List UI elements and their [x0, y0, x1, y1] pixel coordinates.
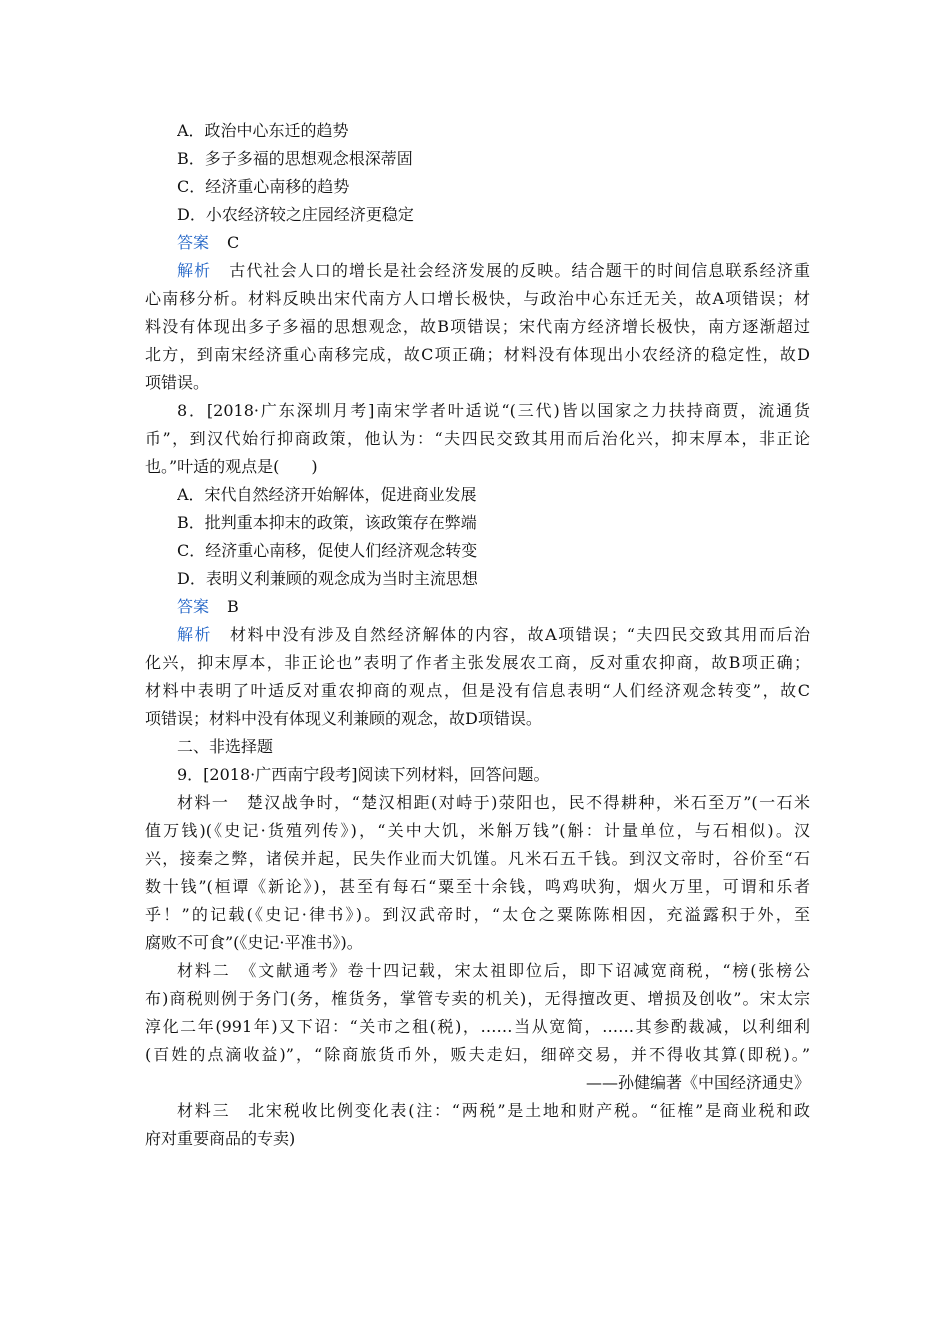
q7-option-d: D．小农经济较之庄园经济更稳定 [177, 205, 414, 224]
q7-analysis-line: 北方，到南宋经济重心南移完成，故C项正确；材料没有体现出小农经济的稳定性，故D [145, 345, 810, 364]
q8-option-c: C．经济重心南移，促使人们经济观念转变 [177, 541, 478, 560]
q9-material2-line: (百姓的点滴收益)”，“除商旅货币外，贩夫走妇，细碎交易，并不得收其算(即税)。” [145, 1045, 810, 1064]
q9-material3-line: 府对重要商品的专卖) [145, 1129, 296, 1148]
q9-material1-line: 乎！”的记载(《史记·律书》)。到汉武帝时，“太仓之粟陈陈相因，充溢露积于外，至 [145, 905, 810, 924]
q9-material2-source: ——孙健编著《中国经济通史》 [585, 1073, 810, 1092]
q8-option-d: D．表明义利兼顾的观念成为当时主流思想 [177, 569, 478, 588]
q8-analysis-line: 项错误；材料中没有体现义利兼顾的观念，故D项错误。 [145, 709, 542, 728]
q7-analysis-line: 项错误。 [145, 373, 210, 392]
q9-material2-line: 布)商税则例于务门(务，榷货务，掌管专卖的机关)，无得擅改更、增损及创收”。宋太宗 [145, 989, 810, 1008]
q9-material1-line: 腐败不可食”(《史记·平准书》)。 [145, 933, 363, 952]
q8-stem-line: 也。”叶适的观点是( ) [145, 457, 318, 476]
q7-answer [177, 231, 810, 255]
q7-option-c: C．经济重心南移的趋势 [177, 177, 350, 196]
q9-material1-line: 值万钱)(《史记·货殖列传》)，“关中大饥，米斛万钱”(斛：计量单位，与石相似)。汉 [145, 821, 810, 840]
answer-label: 答案 [177, 597, 210, 616]
q8-answer [177, 595, 810, 619]
q8-analysis-line: 材料中表明了叶适反对重农抑商的观点，但是没有信息表明“人们经济观念转变”，故C [145, 681, 810, 700]
q7-analysis-line: 心南移分析。材料反映出宋代南方人口增长极快，与政治中心东迁无关，故A项错误；材 [145, 289, 810, 308]
q9-material1-line: 数十钱”(桓谭《新论》)，甚至有每石“粟至十余钱，鸣鸡吠狗，烟火万里，可谓和乐者 [145, 877, 810, 896]
answer-value: B [227, 597, 239, 616]
q8-stem-line: 8．[2018·广东深圳月考]南宋学者叶适说“(三代)皆以国家之力扶持商贾，流通货 [177, 401, 810, 420]
q7-analysis-first-line [177, 259, 810, 283]
q9-material1-line: 兴，接秦之弊，诸侯并起，民失作业而大饥馑。凡米石五千钱。到汉文帝时，谷价至“石 [145, 849, 810, 868]
analysis-label: 解析 [177, 625, 213, 644]
q8-analysis-line: 化兴，抑末厚本，非正论也”表明了作者主张发展农工商，反对重农抑商，故B项正确； [145, 653, 810, 672]
analysis-text: 古代社会人口的增长是社会经济发展的反映。结合题干的时间信息联系经济重 [229, 261, 810, 280]
q9-material2-line: 材料二 《文献通考》卷十四记载，宋太祖即位后，即下诏减宽商税，“榜(张榜公 [177, 961, 810, 980]
q7-option-b: B．多子多福的思想观念根深蒂固 [177, 149, 413, 168]
section-title: 二、非选择题 [177, 737, 274, 756]
q7-option-a: A．政治中心东迁的趋势 [177, 121, 349, 140]
q8-analysis-first-line [177, 623, 810, 647]
q8-stem-line: 币”，到汉代始行抑商政策，他认为：“夫四民交致其用而后治化兴，抑末厚本，非正论 [145, 429, 810, 448]
answer-label: 答案 [177, 233, 210, 252]
q9-stem: 9．[2018·广西南宁段考]阅读下列材料，回答问题。 [177, 765, 550, 784]
q9-material2-line: 淳化二年(991年)又下诏：“关市之租(税)，……当从宽简，……其参酌裁减，以利细利 [145, 1017, 810, 1036]
answer-value: C [227, 233, 240, 252]
q8-option-a: A．宋代自然经济开始解体，促进商业发展 [177, 485, 477, 504]
q8-option-b: B．批判重本抑末的政策，该政策存在弊端 [177, 513, 477, 532]
analysis-label: 解析 [177, 261, 212, 280]
q9-material3-line: 材料三 北宋税收比例变化表(注：“两税”是土地和财产税。“征榷”是商业税和政 [177, 1101, 810, 1120]
analysis-text: 材料中没有涉及自然经济解体的内容，故A项错误；“夫四民交致其用而后治 [230, 625, 810, 644]
q9-material1-line: 材料一 楚汉战争时，“楚汉相距(对峙于)荥阳也，民不得耕种，米石至万”(一石米 [177, 793, 810, 812]
q7-analysis-line: 料没有体现出多子多福的思想观念，故B项错误；宋代南方经济增长极快，南方逐渐超过 [145, 317, 810, 336]
